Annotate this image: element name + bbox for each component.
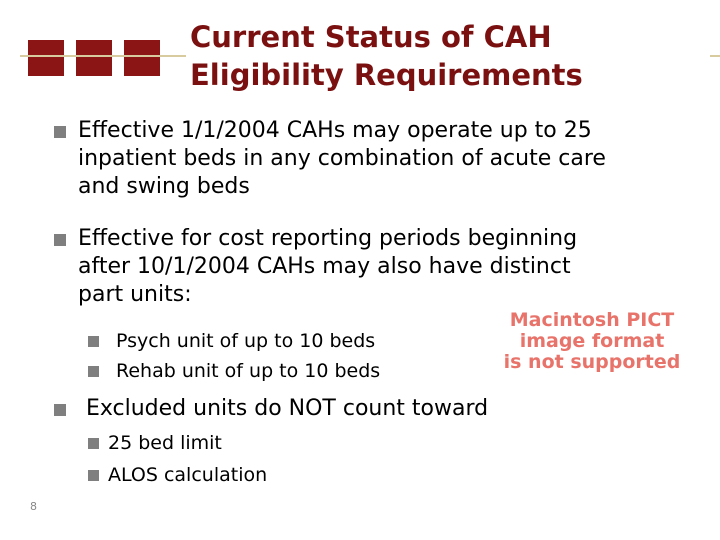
placeholder-line-1: Macintosh PICT — [509, 309, 675, 331]
sub-bullet-marker-3-2 — [88, 470, 99, 481]
bullet-1-line-3: and swing beds — [78, 174, 250, 199]
sub-bullet-3-2: ALOS calculation — [108, 464, 268, 486]
bullet-1-line-2: inpatient beds in any combination of acute care — [78, 146, 606, 171]
sub-bullet-marker-2-1 — [88, 336, 99, 347]
bullet-text-2 — [78, 225, 577, 309]
bullet-2-line-2: after 10/1/2004 CAHs may also have distinct — [78, 254, 571, 279]
decor-square-1 — [28, 40, 64, 76]
sub-bullet-2-2: Rehab unit of up to 10 beds — [116, 360, 381, 382]
placeholder-line-2: image format — [519, 330, 665, 352]
bullet-1-line-1: Effective 1/1/2004 CAHs may operate up to 25 — [78, 118, 592, 143]
unsupported-image-placeholder — [484, 310, 700, 373]
bullet-3-line-1: Excluded units do NOT count toward — [86, 396, 489, 421]
bullet-marker-3 — [54, 404, 66, 416]
bullet-2-line-1: Effective for cost reporting periods beginning — [78, 226, 578, 251]
sub-bullet-marker-2-2 — [88, 366, 99, 377]
bullet-marker-1 — [54, 126, 66, 138]
sub-bullet-marker-3-1 — [88, 438, 99, 449]
bullet-2-line-3: part units: — [78, 282, 192, 307]
sub-bullet-3-1: 25 bed limit — [108, 432, 222, 454]
decor-square-2 — [76, 40, 112, 76]
bullet-text-3 — [86, 395, 488, 423]
page-number: 8 — [30, 500, 37, 513]
title-line-1: Current Status of CAH — [190, 20, 552, 54]
sub-bullet-2-1: Psych unit of up to 10 beds — [116, 330, 376, 352]
slide-title — [186, 18, 710, 94]
placeholder-line-3: is not supported — [503, 351, 681, 373]
bullet-text-1 — [78, 117, 606, 201]
decor-square-3 — [124, 40, 160, 76]
title-line-2: Eligibility Requirements — [190, 58, 583, 92]
bullet-marker-2 — [54, 234, 66, 246]
